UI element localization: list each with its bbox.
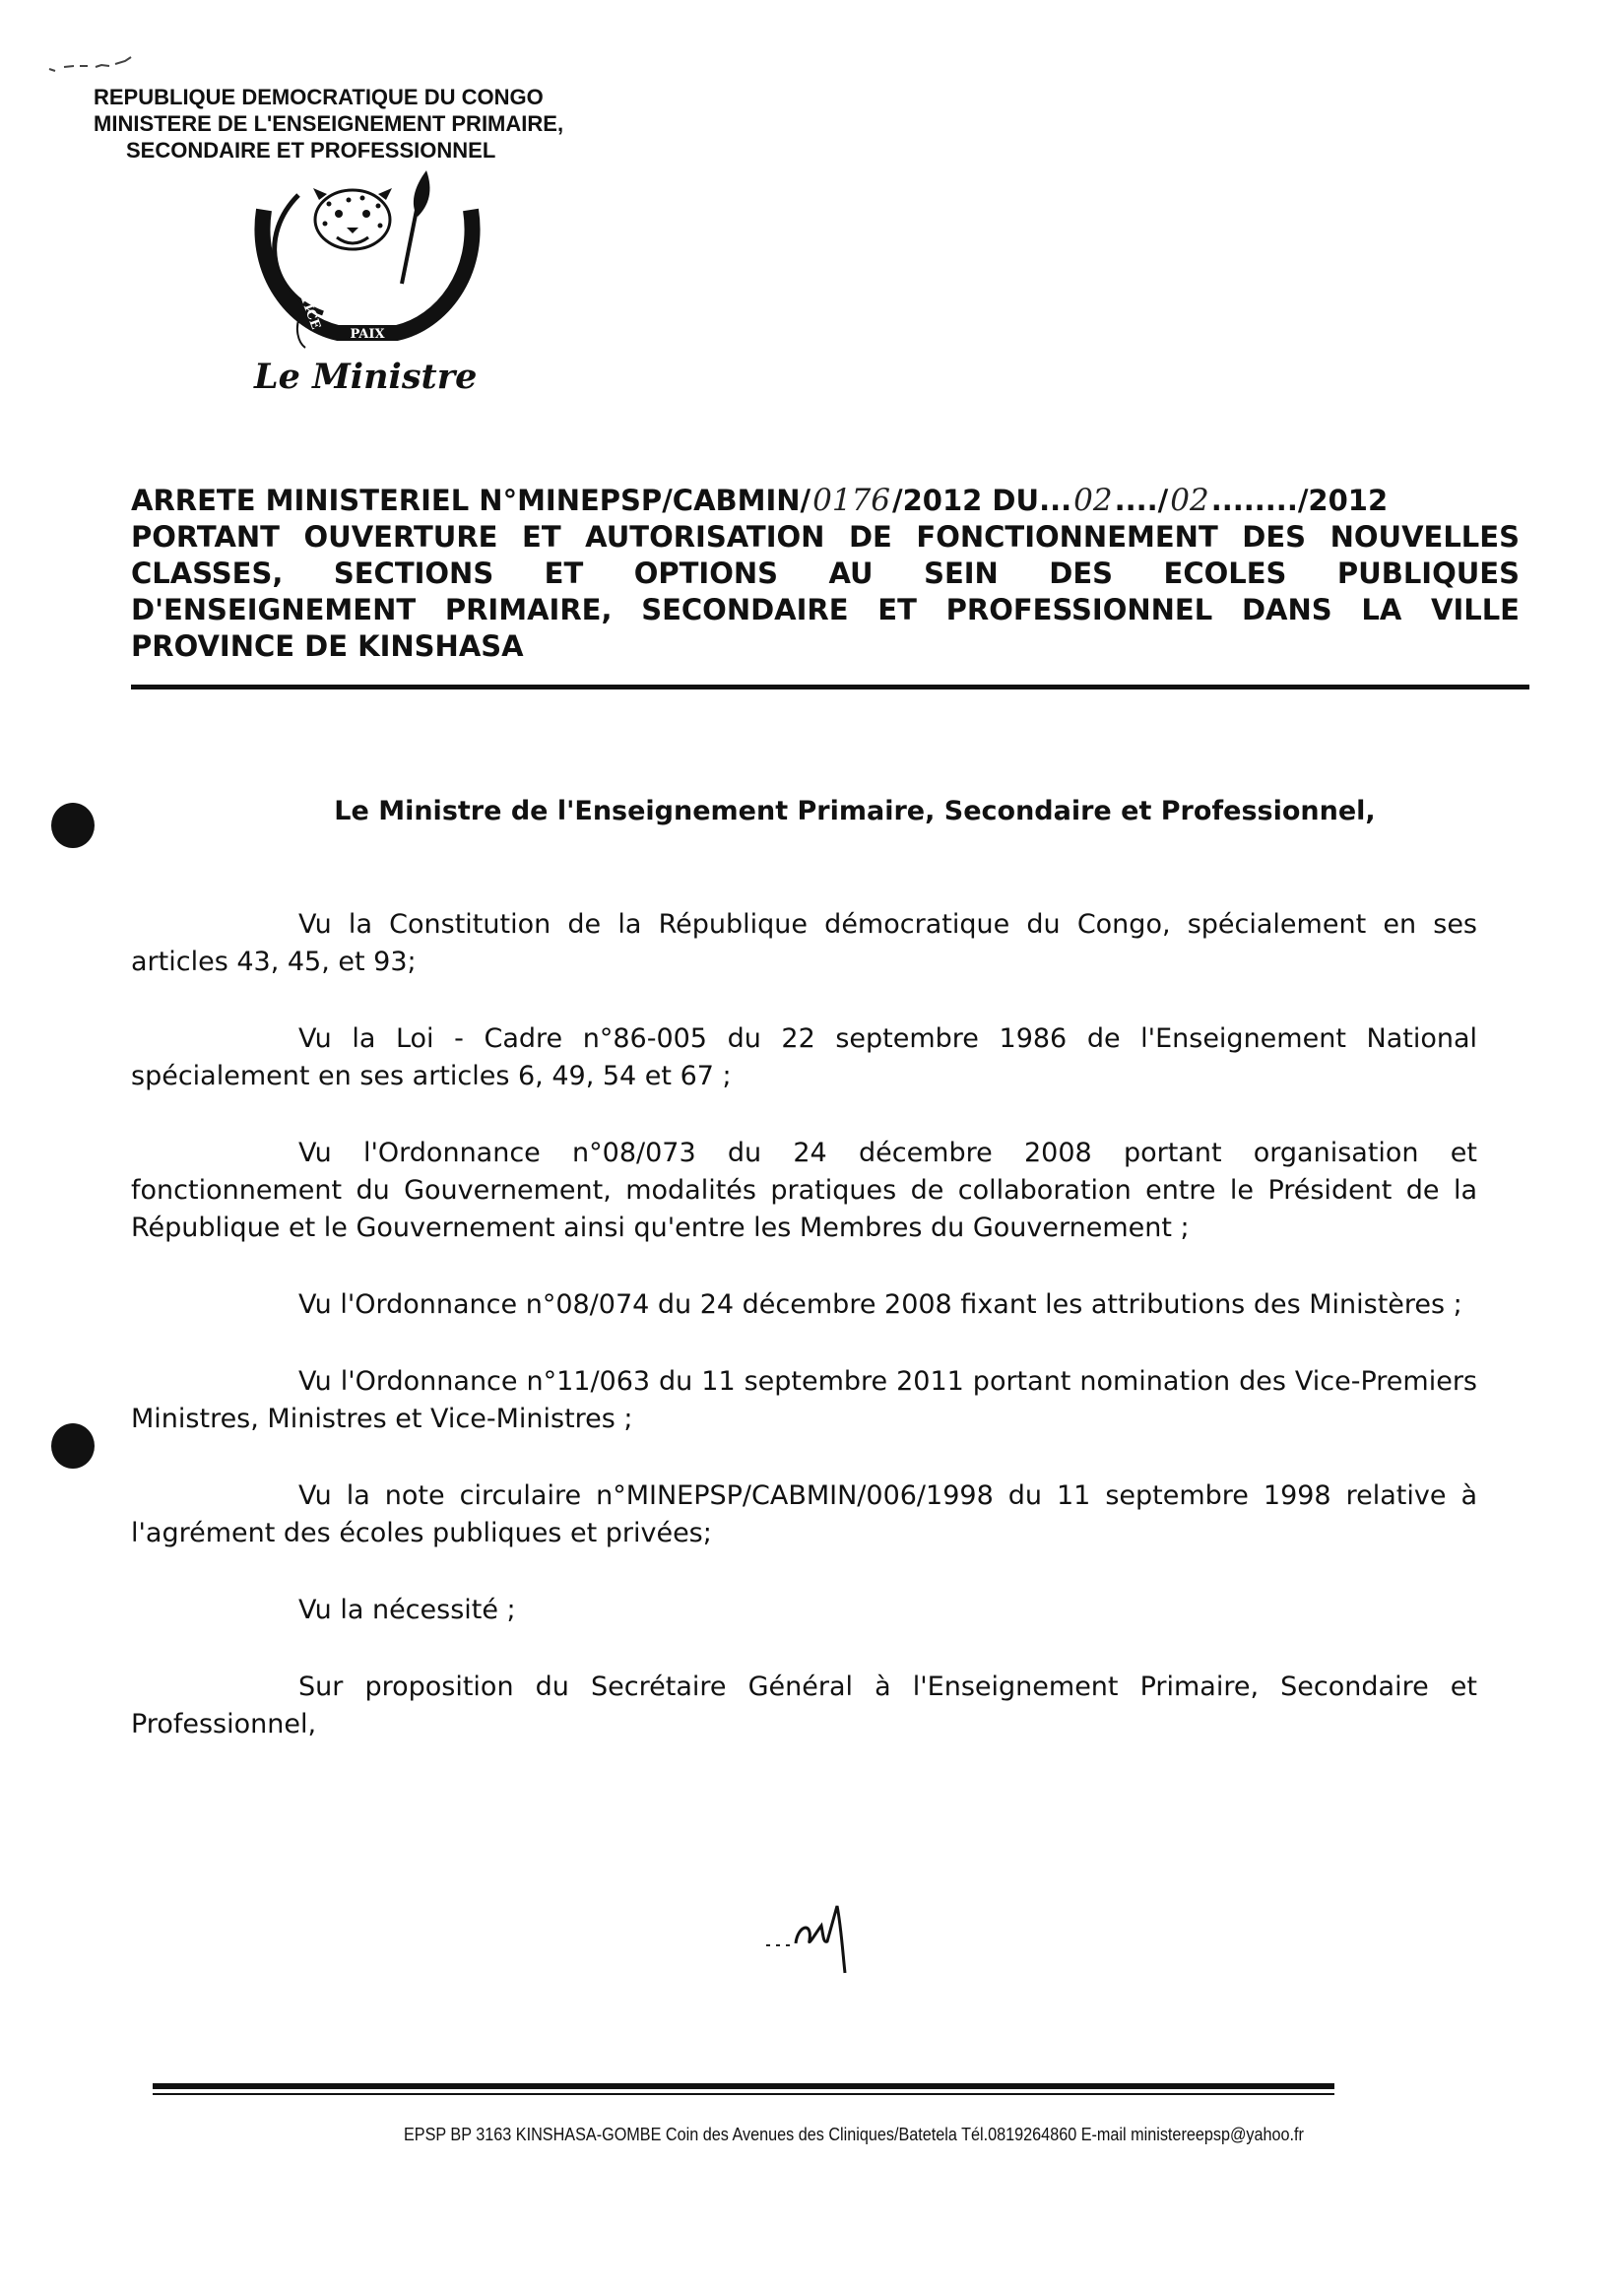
footer-address-text: EPSP BP 3163 KINSHASA-GOMBE Coin des Avenues des Cliniques/Batetela Tél.0819264860 E-mail ministereepsp@yahoo.fr xyxy=(404,2125,1305,2144)
preamble-paragraph: Vu la note circulaire n°MINEPSP/CABMIN/006/1998 du 11 septembre 1998 relative à l'agrément des écoles publiques et privées; xyxy=(131,1480,1477,1548)
preamble-paragraph: Vu l'Ordonnance n°08/074 du 24 décembre 2008 fixant les attributions des Ministères ; xyxy=(298,1289,1462,1320)
decree-reference-line xyxy=(131,483,1520,519)
minister-statement-text: Le Ministre de l'Enseignement Primaire, Secondaire et Professionnel, xyxy=(334,796,1376,826)
title-underline xyxy=(131,685,1529,689)
decree-year-end: /2012 xyxy=(1297,484,1389,517)
motto-center: PAIX xyxy=(350,327,385,342)
motto-left: JUSTICE xyxy=(288,268,323,332)
preamble-paragraph: Vu la Constitution de la République démocratique du Congo, spécialement en ses articles 43, 45, et 93; xyxy=(131,909,1477,977)
decree-dots-3: ........ xyxy=(1210,484,1298,517)
decree-dots-1: ... xyxy=(1039,484,1072,517)
decree-title-line-3: CLASSES, SECTIONS ET OPTIONS AU SEIN DES ECOLES PUBLIQUES xyxy=(131,557,1520,590)
preamble-paragraph: Vu la Loi - Cadre n°86-005 du 22 septembre 1986 de l'Enseignement National spécialement en ses articles 6, 49, 54 et 67 ; xyxy=(131,1023,1477,1091)
punch-hole xyxy=(51,1423,95,1469)
signatory-title: Le Ministre xyxy=(254,357,478,397)
preamble-paragraph: Vu l'Ordonnance n°11/063 du 11 septembre 2011 portant nomination des Vice-Premiers Ministres, Ministres et Vice-Ministres ; xyxy=(131,1366,1477,1434)
preamble-paragraph: Vu la nécessité ; xyxy=(298,1595,516,1625)
decree-title xyxy=(131,483,1520,665)
decree-dots-2: ..../ xyxy=(1114,484,1169,517)
decree-month-handwritten: 02 xyxy=(1170,483,1209,518)
decree-title-line-4: D'ENSEIGNEMENT PRIMAIRE, SECONDAIRE ET PROFESSIONNEL DANS LA VILLE xyxy=(131,593,1520,626)
scan-mark xyxy=(44,47,172,77)
header-ministry-cont: SECONDAIRE ET PROFESSIONNEL xyxy=(126,138,496,163)
decree-year-sep: /2012 DU xyxy=(892,484,1040,517)
footer-address xyxy=(0,2125,1621,2145)
decree-prefix: ARRETE MINISTERIEL N°MINEPSP/CABMIN/ xyxy=(131,484,811,517)
footer-rule-thin xyxy=(153,2093,1334,2095)
decree-title-line-5: PROVINCE DE KINSHASA xyxy=(131,629,524,663)
preamble-paragraph: Sur proposition du Secrétaire Général à l'Enseignement Primaire, Secondaire et Professionnel, xyxy=(131,1672,1477,1739)
minister-statement xyxy=(0,796,1621,826)
handwritten-initials xyxy=(758,1886,867,1975)
header-ministry: MINISTERE DE L'ENSEIGNEMENT PRIMAIRE, xyxy=(94,111,564,136)
footer-rule xyxy=(153,2083,1334,2089)
preamble-paragraph: Vu l'Ordonnance n°08/073 du 24 décembre 2008 portant organisation et fonctionnement du Gouvernement, modalités pratiques de collaboration entre le Président de la République et le Gouvernement ainsi qu'entre les Membres du Gouvernement ; xyxy=(131,1138,1477,1243)
decree-day-handwritten: 02 xyxy=(1073,483,1113,518)
preamble xyxy=(131,906,1477,1783)
header-country: REPUBLIQUE DEMOCRATIQUE DU CONGO xyxy=(94,85,544,109)
ministry-header xyxy=(94,84,704,164)
coat-of-arms-emblem xyxy=(244,165,490,367)
motto-right: TRAVAIL xyxy=(414,230,450,295)
decree-number-handwritten: 0176 xyxy=(812,483,891,518)
decree-title-line-2: PORTANT OUVERTURE ET AUTORISATION DE FONCTIONNEMENT DES NOUVELLES xyxy=(131,520,1520,554)
